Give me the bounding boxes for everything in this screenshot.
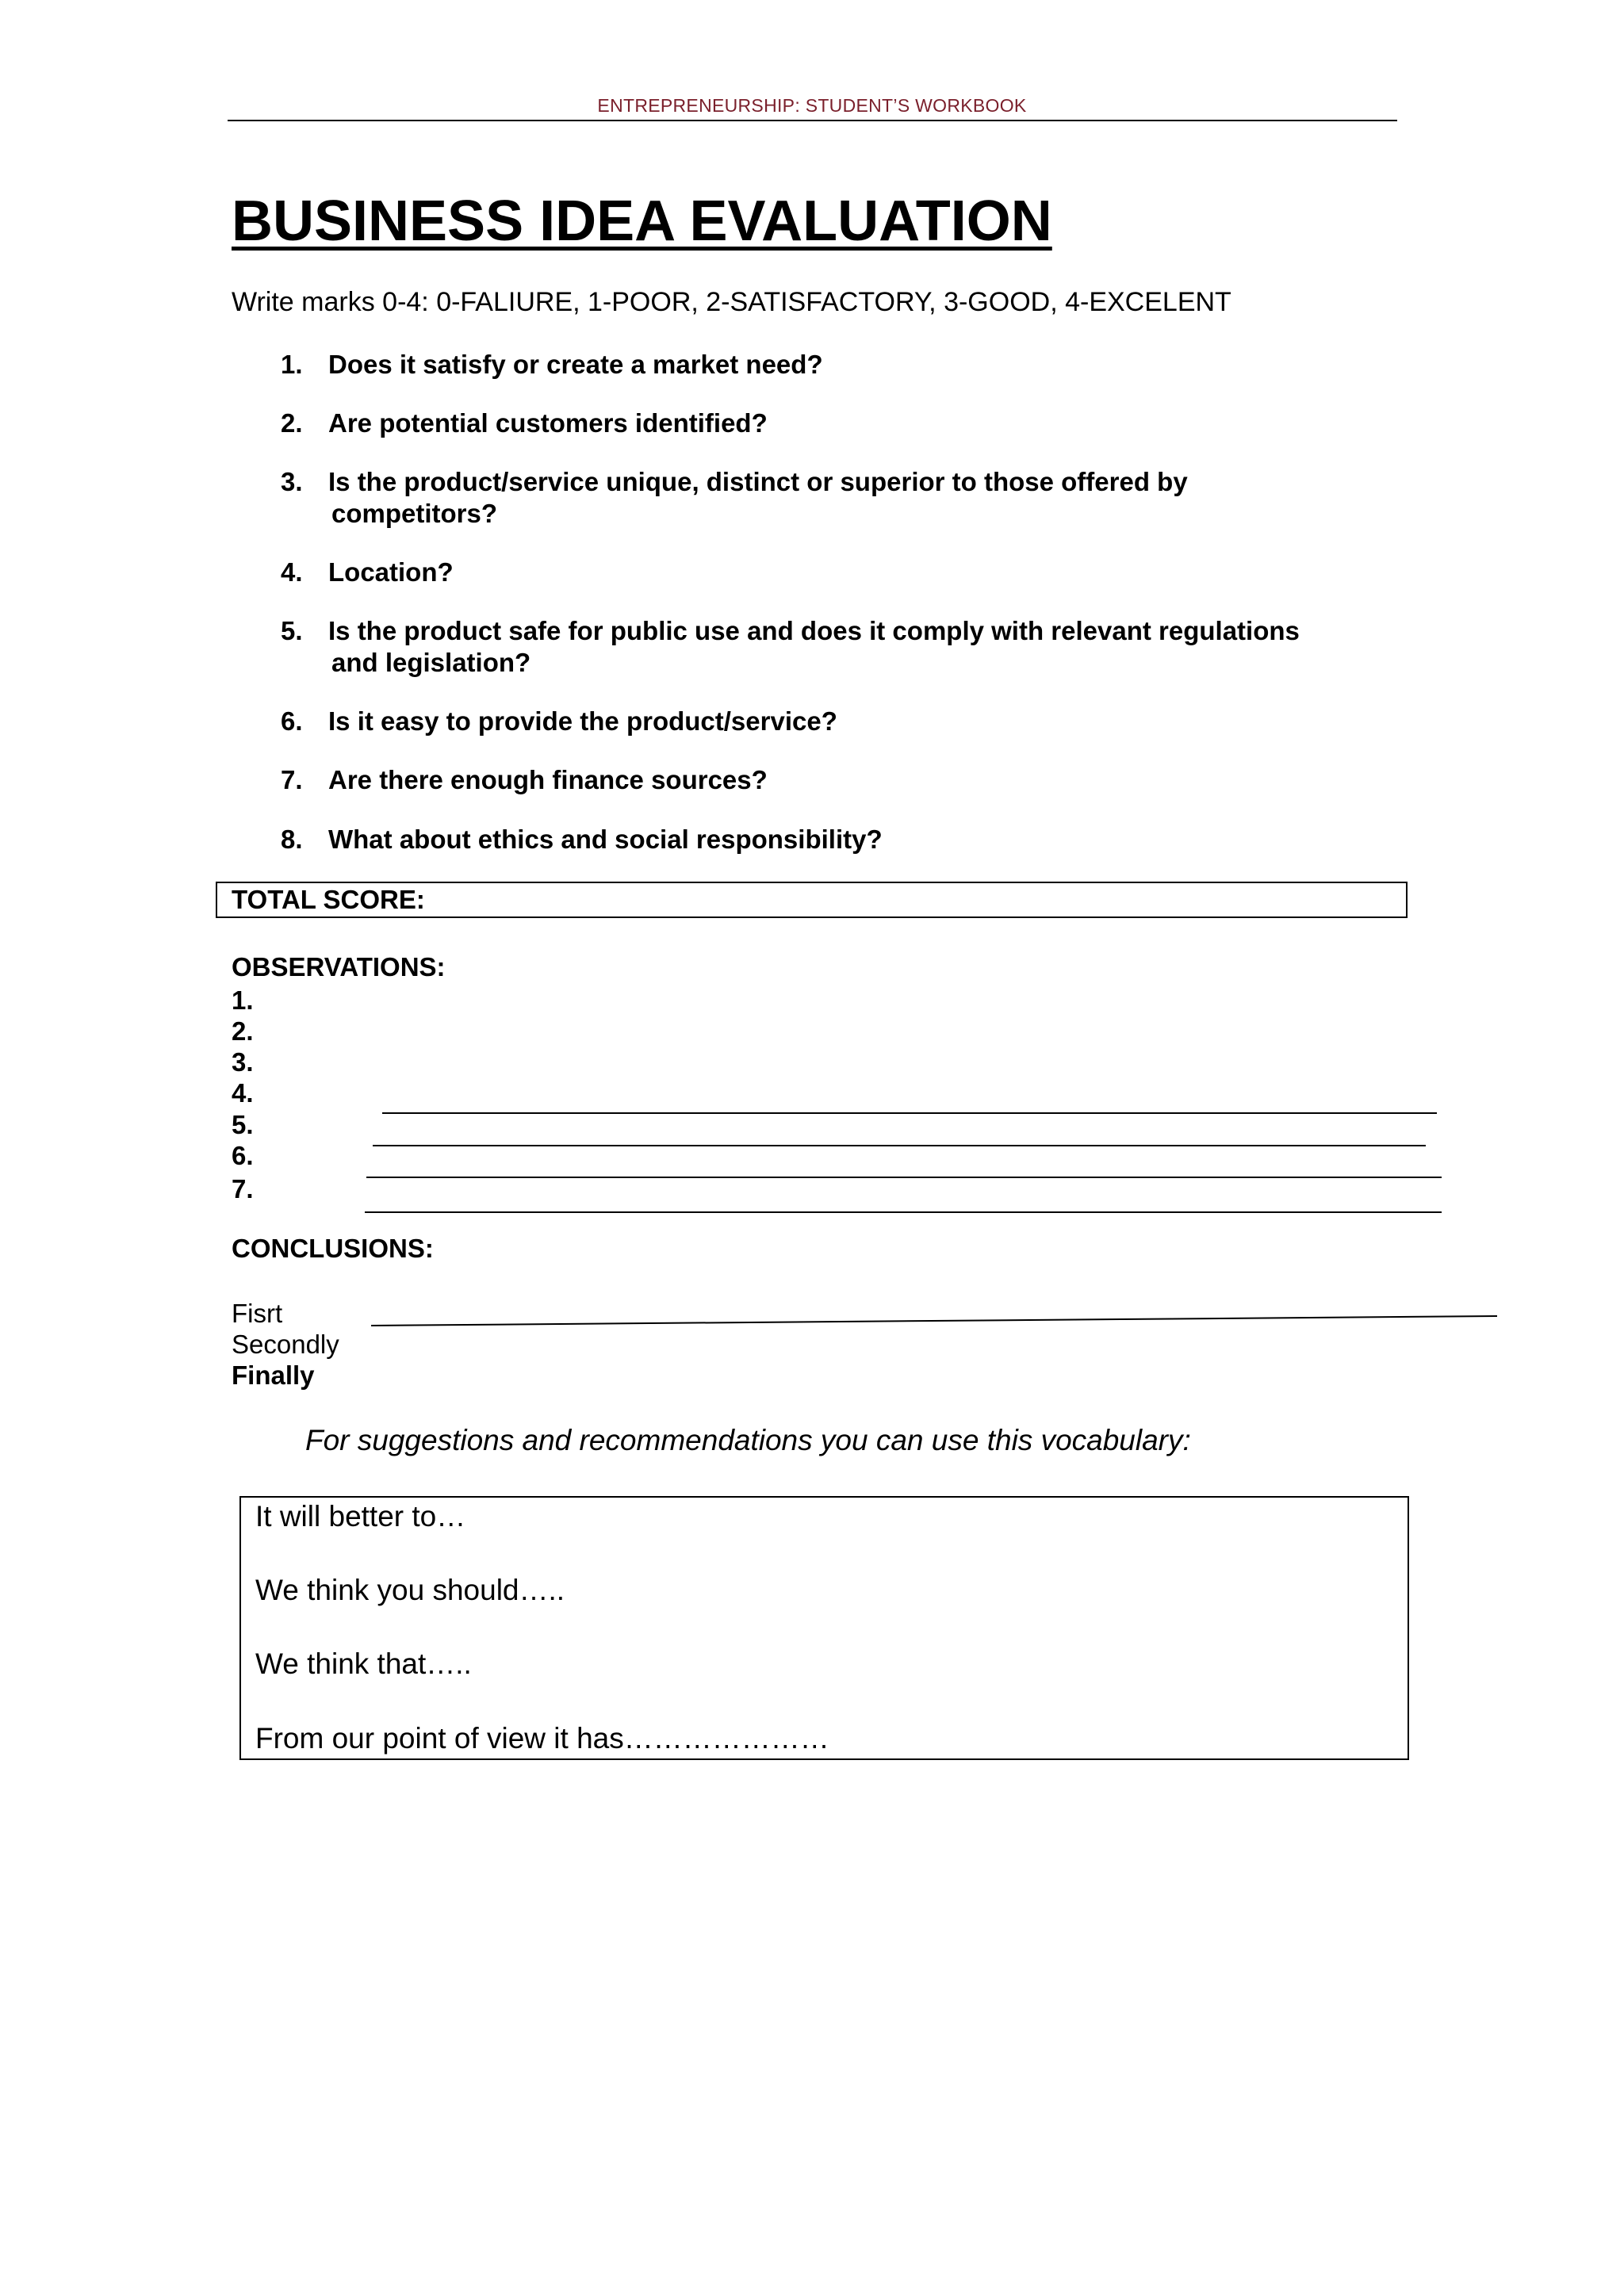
question-number: 2.: [281, 408, 303, 438]
observation-answer-line[interactable]: [382, 1112, 1437, 1114]
observation-number: 3.: [232, 1047, 254, 1077]
question-number: 4.: [281, 557, 303, 587]
marking-instructions: Write marks 0-4: 0-FALIURE, 1-POOR, 2-SATISFACTORY, 3-GOOD, 4-EXCELENT: [232, 287, 1231, 317]
question-text-continued: and legislation?: [331, 648, 531, 677]
conclusion-first: Fisrt: [232, 1299, 283, 1328]
conclusion-finally: Finally: [232, 1360, 315, 1390]
conclusion-answer-line[interactable]: [365, 1308, 1502, 1332]
suggestions-intro: For suggestions and recommendations you can use this vocabulary:: [305, 1424, 1191, 1456]
observation-number: 2.: [232, 1016, 254, 1046]
running-header: ENTREPRENEURSHIP: STUDENT’S WORKBOOK: [597, 95, 1027, 116]
question-text: Is it easy to provide the product/service?: [328, 706, 837, 736]
observation-answer-line[interactable]: [366, 1177, 1442, 1178]
observations-heading: OBSERVATIONS:: [232, 952, 446, 982]
observation-number: 4.: [232, 1078, 254, 1108]
question-text-continued: competitors?: [331, 499, 498, 528]
question-text: Are there enough finance sources?: [328, 765, 768, 794]
question-text: Does it satisfy or create a market need?: [328, 350, 823, 379]
vocabulary-phrase: It will better to…: [255, 1500, 466, 1533]
vocabulary-phrase: We think that…..: [255, 1647, 472, 1680]
observation-number: 5.: [232, 1110, 254, 1139]
question-text: Is the product safe for public use and does it comply with relevant regulations: [328, 616, 1300, 645]
conclusions-heading: CONCLUSIONS:: [232, 1234, 434, 1263]
question-number: 5.: [281, 616, 303, 645]
question-number: 1.: [281, 350, 303, 379]
observation-answer-line[interactable]: [365, 1211, 1442, 1213]
page-title: BUSINESS IDEA EVALUATION: [232, 189, 1052, 253]
question-text: Location?: [328, 557, 454, 587]
question-number: 6.: [281, 706, 303, 736]
question-number: 7.: [281, 765, 303, 794]
total-score-label: TOTAL SCORE:: [232, 885, 425, 914]
observation-number: 7.: [232, 1174, 254, 1203]
question-text: Are potential customers identified?: [328, 408, 768, 438]
vocabulary-phrase: We think you should…..: [255, 1574, 565, 1606]
observation-number: 6.: [232, 1141, 254, 1170]
conclusion-secondly: Secondly: [232, 1330, 339, 1359]
question-text: What about ethics and social responsibility?: [328, 825, 883, 854]
observation-answer-line[interactable]: [373, 1145, 1426, 1146]
header-divider: [228, 120, 1397, 121]
vocabulary-phrase: From our point of view it has…………………: [255, 1722, 829, 1755]
question-number: 3.: [281, 467, 303, 496]
observation-number: 1.: [232, 985, 254, 1015]
question-number: 8.: [281, 825, 303, 854]
question-text: Is the product/service unique, distinct or superior to those offered by: [328, 467, 1188, 496]
vocabulary-box: [239, 1496, 1409, 1760]
